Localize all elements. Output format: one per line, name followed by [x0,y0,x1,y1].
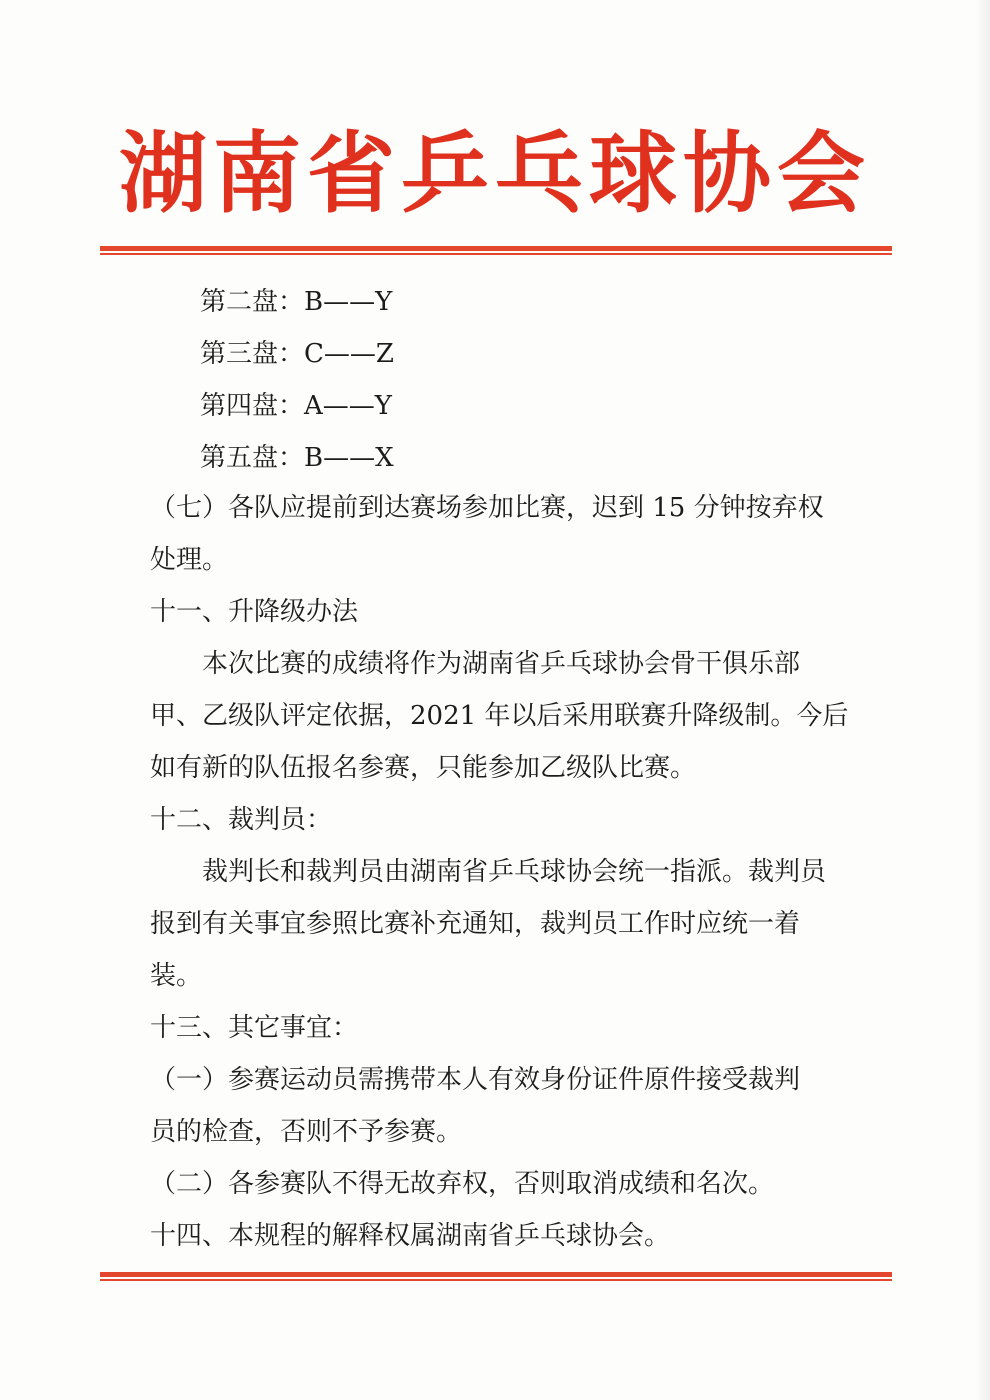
section-12-heading: 十二、裁判员： [150,805,333,835]
section-11-line-2: 甲、乙级队评定依据，2021 年以后采用联赛升降级制。今后 [150,701,849,731]
section-11-line-1: 本次比赛的成绩将作为湖南省乒乓球协会骨干俱乐部 [202,649,801,679]
match-order-line-2: 第二盘：B——Y [200,287,393,317]
section-13-item-2: （二）各参赛队不得无故弃权，否则取消成绩和名次。 [150,1169,775,1199]
section-12-line-1: 裁判长和裁判员由湖南省乒乓球协会统一指派。裁判员 [202,857,827,887]
section-13-item-1-line-2: 员的检查，否则不予参赛。 [150,1117,463,1147]
item-7-line-2: 处理。 [150,545,229,575]
section-13-heading: 十三、其它事宜： [150,1013,359,1043]
letterhead-title: 湖南省乒乓球协会 [118,121,871,225]
match-order-line-5: 第五盘：B——X [200,443,394,473]
match-order-line-3: 第三盘：C——Z [200,339,394,369]
section-11-line-3: 如有新的队伍报名参赛，只能参加乙级队比赛。 [150,753,697,783]
section-13-item-1-line-1: （一）参赛运动员需携带本人有效身份证件原件接受裁判 [150,1065,801,1095]
item-7-line-1: （七）各队应提前到达赛场参加比赛，迟到 15 分钟按弃权 [150,493,824,523]
match-order-line-4: 第四盘：A——Y [200,391,392,421]
section-11-heading: 十一、升降级办法 [150,597,359,627]
page-edge-shadow [976,0,990,1400]
footer-rule [100,1272,892,1281]
letterhead-rule-top [100,246,892,255]
section-12-line-3: 装。 [150,961,203,991]
section-14-heading: 十四、本规程的解释权属湖南省乒乓球协会。 [150,1221,671,1251]
section-12-line-2: 报到有关事宜参照比赛补充通知，裁判员工作时应统一着 [150,909,801,939]
